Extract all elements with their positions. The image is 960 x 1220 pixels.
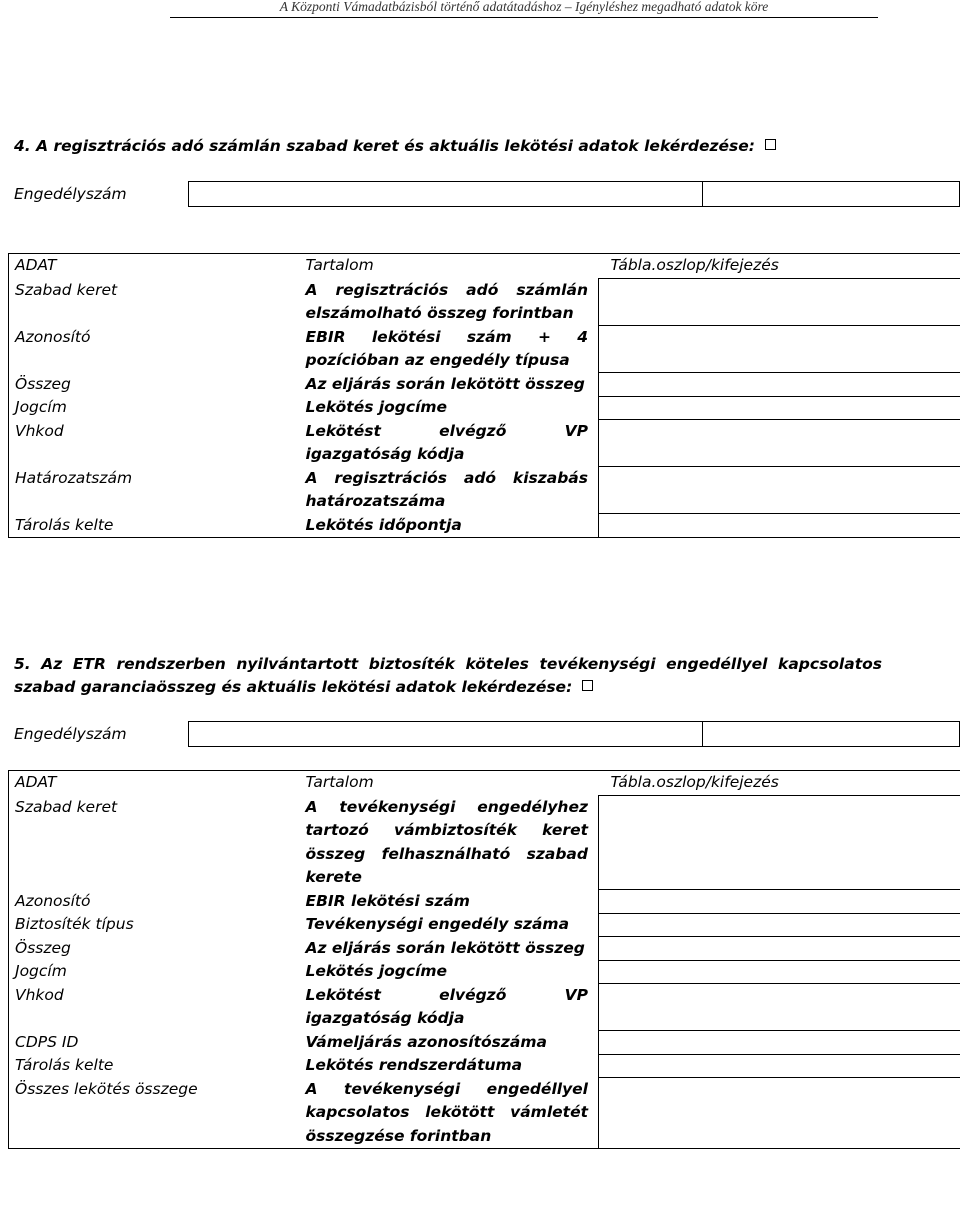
row-tabla-cell[interactable] xyxy=(599,960,960,984)
checkbox-icon xyxy=(582,680,593,691)
row-tartalom-cell: Lekötés időpontja xyxy=(298,514,599,538)
row-adat-cell: Tárolás kelte xyxy=(9,1054,298,1078)
license-input-2[interactable] xyxy=(703,722,960,747)
row-tabla-cell[interactable] xyxy=(599,937,960,961)
row-tartalom-cell: Az eljárás során lekötött összeg xyxy=(305,938,585,957)
row-tabla-cell[interactable] xyxy=(599,913,960,937)
row-tabla-cell[interactable] xyxy=(599,1054,960,1078)
column-header-tabla: Tábla.oszlop/kifejezés xyxy=(599,254,960,279)
row-adat-cell: Azonosító xyxy=(9,326,298,373)
section-4-heading xyxy=(14,135,894,158)
license-label: Engedélyszám xyxy=(14,725,127,743)
table-row xyxy=(9,373,960,397)
table-header-row xyxy=(9,771,960,796)
row-tabla-cell[interactable] xyxy=(599,984,960,1031)
table-row xyxy=(9,796,960,890)
row-tartalom-cell: A tevékenységi engedéllyel kapcsolatos lekötött vámletét összegzése forintban xyxy=(298,1078,599,1149)
row-tabla-cell[interactable] xyxy=(599,467,960,514)
row-adat-cell: Jogcím xyxy=(9,396,298,420)
table-row xyxy=(9,1031,960,1055)
row-tabla-cell[interactable] xyxy=(599,279,960,326)
column-header-tartalom: Tartalom xyxy=(298,254,599,279)
table-row xyxy=(9,984,960,1031)
table-row xyxy=(9,960,960,984)
section-4-license-row xyxy=(8,181,960,207)
license-input-1[interactable] xyxy=(188,722,702,747)
row-adat-cell: Azonosító xyxy=(9,890,298,914)
row-tartalom-cell: Tevékenységi engedély száma xyxy=(305,915,570,933)
section-5-data-table xyxy=(8,770,960,1149)
column-header-adat: ADAT xyxy=(9,771,298,796)
column-header-tabla: Tábla.oszlop/kifejezés xyxy=(599,771,960,796)
row-tabla-cell[interactable] xyxy=(599,1078,960,1149)
row-tabla-cell[interactable] xyxy=(599,796,960,890)
row-adat-cell: Tárolás kelte xyxy=(9,514,298,538)
row-adat-cell: Biztosíték típus xyxy=(9,913,298,937)
row-tabla-cell[interactable] xyxy=(599,373,960,397)
license-input-1[interactable] xyxy=(188,182,702,207)
checkbox-icon xyxy=(765,139,776,150)
table-row xyxy=(9,467,960,514)
section-5-heading-text: 5. Az ETR rendszerben nyilvántartott biztosíték köteles tevékenységi engedéllyel kapcsolatos szabad garanciaösszeg és aktuális lekötési adatok lekérdezése: xyxy=(14,655,882,696)
row-tartalom-cell: Lekötést elvégző VP igazgatóság kódja xyxy=(305,421,588,463)
row-tartalom-cell: Lekötést elvégző VP igazgatóság kódja xyxy=(305,985,588,1027)
column-header-tartalom: Tartalom xyxy=(298,771,599,796)
table-row xyxy=(9,396,960,420)
row-tabla-cell[interactable] xyxy=(599,326,960,373)
row-adat-cell: Vhkod xyxy=(9,420,298,467)
page-header xyxy=(170,0,878,18)
header-title: A Központi Vámadatbázisból történő adatátadáshoz – Igényléshez megadható adatok köre xyxy=(279,0,769,14)
row-adat-cell: Összes lekötés összege xyxy=(9,1078,298,1149)
row-tartalom-cell: Vámeljárás azonosítószáma xyxy=(305,1032,547,1051)
table-row xyxy=(9,326,960,373)
row-adat-cell: Összeg xyxy=(9,937,298,961)
row-adat-cell: Szabad keret xyxy=(9,796,298,890)
row-tartalom-cell: A regisztrációs adó kiszabás határozatszáma xyxy=(305,468,588,510)
row-adat-cell: Jogcím xyxy=(9,960,298,984)
row-tartalom-cell: A tevékenységi engedélyhez tartozó vámbiztosíték keret összeg felhasználható szabad kerete xyxy=(305,797,588,886)
row-tartalom-cell: Lekötés jogcíme xyxy=(305,398,448,416)
row-tabla-cell[interactable] xyxy=(599,396,960,420)
row-tabla-cell[interactable] xyxy=(599,1031,960,1055)
section-5-heading xyxy=(14,653,882,699)
table-header-row xyxy=(9,254,960,279)
row-tartalom-cell: Az eljárás során lekötött összeg xyxy=(305,374,585,393)
row-adat-cell: Vhkod xyxy=(9,984,298,1031)
table-row xyxy=(9,890,960,914)
section-5-license-row xyxy=(8,721,960,747)
column-header-adat: ADAT xyxy=(9,254,298,279)
license-label: Engedélyszám xyxy=(14,185,127,203)
section-4-data-table xyxy=(8,253,960,538)
row-tartalom-cell: A regisztrációs adó számlán elszámolható összeg forintban xyxy=(305,280,588,322)
row-adat-cell: Szabad keret xyxy=(9,279,298,326)
row-tartalom-cell: EBIR lekötési szám xyxy=(305,891,470,910)
row-tabla-cell[interactable] xyxy=(599,890,960,914)
row-tartalom-cell: EBIR lekötési szám + 4 pozícióban az engedély típusa xyxy=(305,327,588,369)
row-adat-cell: Határozatszám xyxy=(9,467,298,514)
row-tabla-cell[interactable] xyxy=(599,420,960,467)
row-adat-cell: Összeg xyxy=(9,373,298,397)
section-4-heading-text: 4. A regisztrációs adó számlán szabad keret és aktuális lekötési adatok lekérdezése: xyxy=(14,137,755,155)
row-tartalom-cell: Lekötés jogcíme xyxy=(305,962,448,980)
row-tabla-cell[interactable] xyxy=(599,514,960,538)
table-row xyxy=(9,937,960,961)
table-row xyxy=(9,1054,960,1078)
table-row xyxy=(9,913,960,937)
table-row xyxy=(9,1078,960,1149)
license-input-2[interactable] xyxy=(703,182,960,207)
table-row xyxy=(9,420,960,467)
table-row xyxy=(9,514,960,538)
row-tartalom-cell: Lekötés rendszerdátuma xyxy=(305,1056,523,1074)
table-row xyxy=(9,279,960,326)
row-adat-cell: CDPS ID xyxy=(9,1031,298,1055)
